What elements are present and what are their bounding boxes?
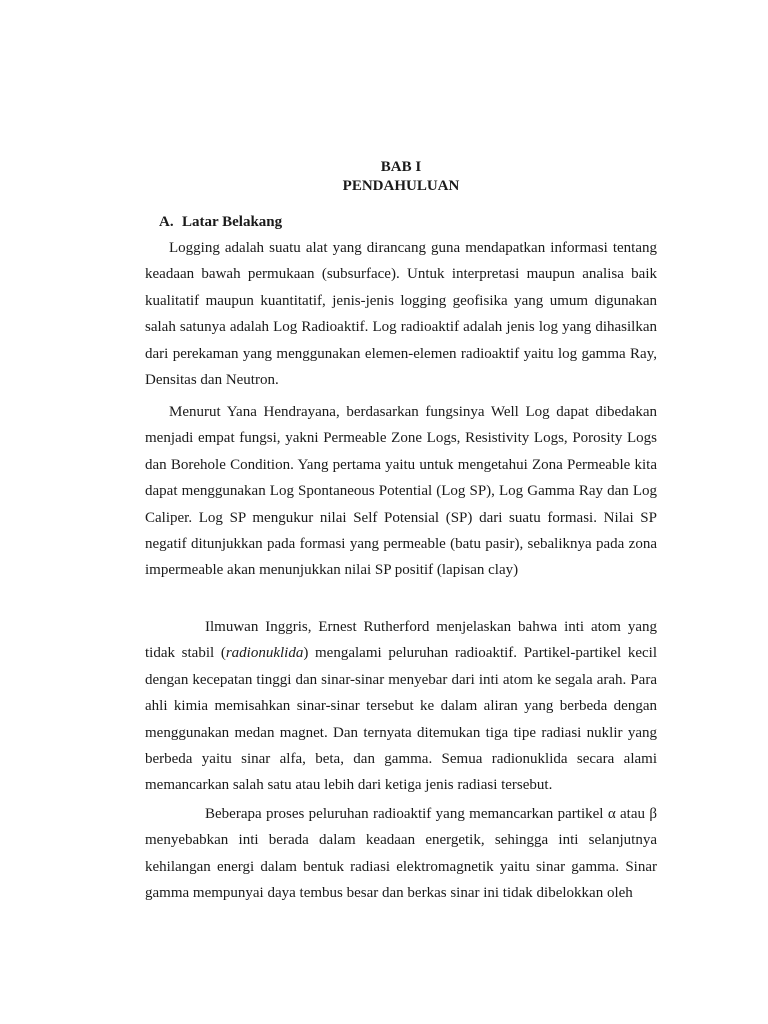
paragraph-text: Beberapa proses peluruhan radioaktif yang memancarkan partikel α atau β menyebabkan inti berada dalam keadaan energetik, sehingga inti selanjutnya kehilangan energi dalam bentuk radiasi elektromagnetik yaitu sinar gamma. Sinar gamma mempunyai daya tembus besar dan berkas sinar ini tidak dibelokkan oleh bbox=[145, 806, 657, 902]
paragraph-text-start: Ilmuwan Inggris, Ernest Rutherford menjelaskan bahwa inti atom yang tidak stabil ( bbox=[145, 619, 657, 662]
paragraph-logging-definition bbox=[145, 235, 657, 393]
chapter-number: BAB I bbox=[380, 159, 422, 175]
paragraph-text-end: ) mengalami peluruhan radioaktif. Partikel-partikel kecil dengan kecepatan tinggi dan sinar-sinar menyebar dari inti atom ke segala arah. Para ahli kimia memisahkan sinar-sinar tersebut ke dalam aliran yang berbeda dengan menggunakan medan magnet. Dan ternyata ditemukan tiga tipe radiasi nuklir yang berbeda yaitu sinar alfa, beta, dan gamma. Semua radionuklida secara alami memancarkan salah satu atau lebih dari ketiga jenis radiasi tersebut. bbox=[145, 645, 657, 794]
paragraph-gamma-rays bbox=[145, 801, 657, 907]
italic-term: radionuklida bbox=[225, 645, 304, 662]
paragraph-well-log-functions bbox=[145, 399, 657, 584]
paragraph-text: Logging adalah suatu alat yang dirancang guna mendapatkan informasi tentang keadaan bawah permukaan (subsurface). Untuk interpretasi maupun analisa baik kualitatif maupun kuantitatif, jenis-jenis logging geofisika yang umum digunakan salah satunya adalah Log Radioaktif. Log radioaktif adalah jenis log yang dihasilkan dari perekaman yang menggunakan elemen-elemen radioaktif yaitu log gamma Ray, Densitas dan Neutron. bbox=[145, 240, 657, 389]
section-heading bbox=[159, 213, 282, 231]
paragraph-text: Menurut Yana Hendrayana, berdasarkan fungsinya Well Log dapat dibedakan menjadi empat fungsi, yakni Permeable Zone Logs, Resistivity Logs, Porosity Logs dan Borehole Condition. Yang pertama yaitu untuk mengetahui Zona Permeable kita dapat menggunakan Log Spontaneous Potential (Log SP), Log Gamma Ray dan Log Caliper. Log SP mengukur nilai Self Potensial (SP) dari suatu formasi. Nilai SP negatif ditunjukkan pada formasi yang permeable (batu pasir), sebaliknya pada zona impermeable akan menunjukkan nilai SP positif (lapisan clay) bbox=[145, 404, 657, 579]
section-title-text: Latar Belakang bbox=[182, 214, 283, 230]
chapter-title: PENDAHULUAN bbox=[342, 178, 460, 194]
section-marker: A. bbox=[159, 214, 174, 230]
paragraph-rutherford bbox=[145, 614, 657, 799]
document-page bbox=[145, 0, 657, 1024]
